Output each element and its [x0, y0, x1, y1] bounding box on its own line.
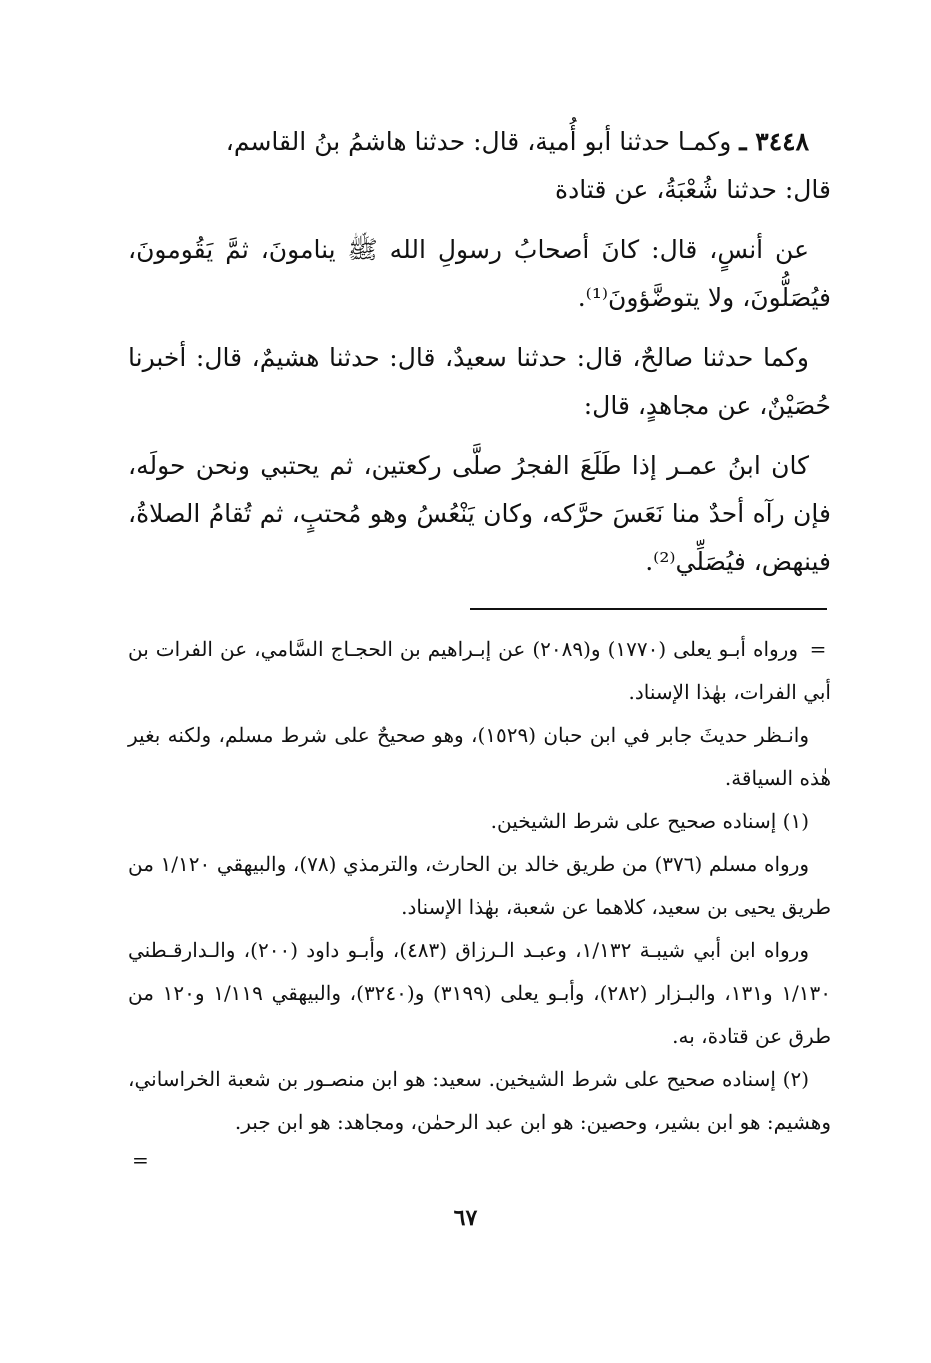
- continuation-marker-top: =: [809, 637, 827, 661]
- hadith-paragraph-1: [128, 118, 831, 214]
- footnote-separator: [470, 608, 827, 610]
- footnotes: [128, 628, 831, 1144]
- hadith-chain-line-2: قال: حدثنا شُعْبَةُ، عن قتادة: [555, 175, 831, 204]
- footnote-continued-text: ورواه أبـو يعلى (١٧٧٠) و(٢٠٨٩) عن إبـراهيم بن الحجـاج السَّامي، عن الفرات بن أبي الفرات، بهٰذا الإسناد.: [128, 637, 831, 704]
- footnote-2: (٢) إسناده صحيح على شرط الشيخين. سعيد: هو ابن منصـور بن شعبة الخراساني، وهشيم: هو ابن بشير، وحصين: هو ابن عبد الرحمٰن، ومجاهد: هو ابن جبر.: [128, 1067, 831, 1134]
- footnote-paragraph: ورواه مسلم (٣٧٦) من طريق خالد بن الحارث، والترمذي (٧٨)، والبيهقي ١/١٢٠ من طريق يحيى بن سعيد، كلاهما عن شعبة، بهٰذا الإسناد.: [128, 852, 831, 919]
- hadith-chain-line-1: وكمـا حدثنا أبو أُمية، قال: حدثنا هاشمُ بنُ القاسم،: [225, 127, 732, 156]
- hadith-number: ٣٤٤٨ ـ: [739, 127, 809, 156]
- footnote-1: (١) إسناده صحيح على شرط الشيخين.: [490, 809, 809, 833]
- main-text: [128, 118, 831, 586]
- page-number: ٦٧: [453, 1205, 478, 1231]
- footnote-paragraph: وانـظر حديثَ جابر في ابن حبان (١٥٢٩)، وهو صحيحٌ على شرط مسلم، ولكنه بغير هٰذه السياقة.: [128, 723, 831, 790]
- continuation-marker-bottom: =: [132, 1148, 149, 1172]
- hadith-paragraph-3: وكما حدثنا صالحٌ، قال: حدثنا سعيدٌ، قال: حدثنا هشيمٌ، قال: أخبرنا حُصَيْنٌ، عن مجاهدٍ، قال:: [128, 343, 831, 420]
- footnote-continued: [128, 628, 831, 714]
- hadith-paragraph-2: عن أنسٍ، قال: كانَ أصحابُ رسولِ الله ﷺ ينامونَ، ثمَّ يَقُومونَ، فيُصَلُّونَ، ولا يتوضَّؤونَ⁽¹⁾.: [128, 235, 831, 312]
- hadith-paragraph-4: كان ابنُ عمـر إذا طَلَعَ الفجرُ صلَّى ركعتين، ثم يحتبي ونحن حولَه، فإن رآه أحدٌ منا نَعَسَ حرَّكه، وكان يَنْعُسُ وهو مُحتبٍ، ثم تُقامُ الصلاةُ، فينهض، فيُصَلِّي⁽²⁾.: [128, 451, 831, 576]
- footnote-paragraph: ورواه ابن أبي شيبـة ١/١٣٢، وعبـد الـرزاق (٤٨٣)، وأبـو داود (٢٠٠)، والـدارقـطني ١/١٣٠ و١٣١، والبـزار (٢٨٢)، وأبـو يعلى (٣١٩٩) و(٣٢٤٠)، والبيهقي ١/١١٩ و١٢٠ من طرق عن قتادة، به.: [128, 938, 832, 1048]
